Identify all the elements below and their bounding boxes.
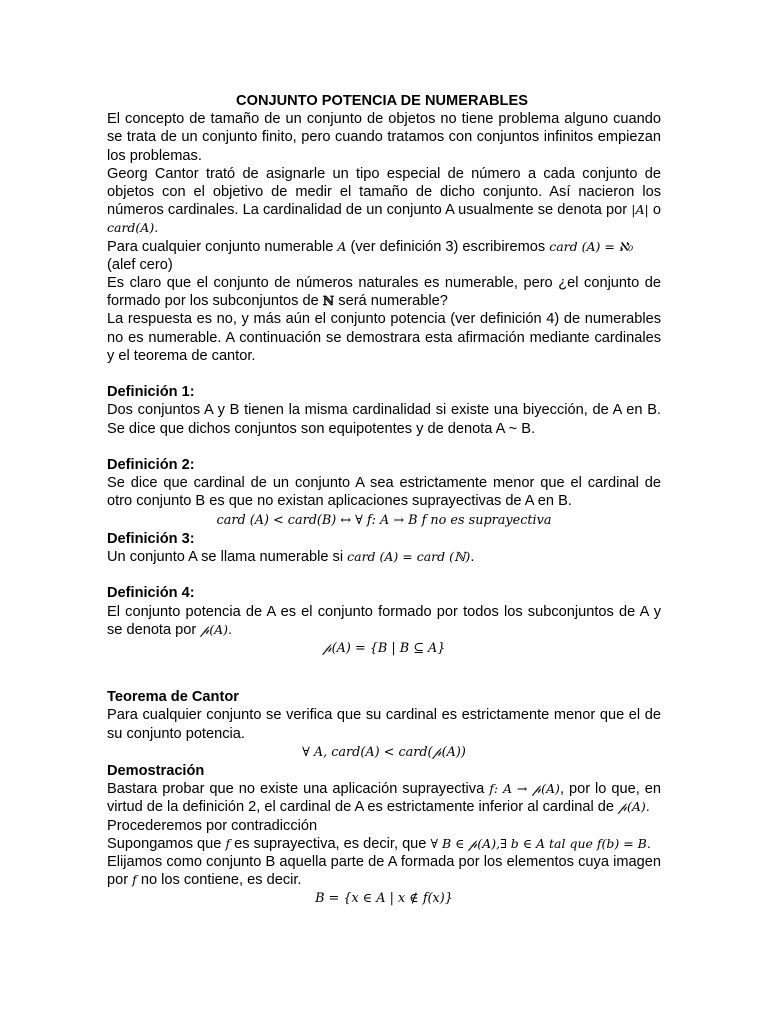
math-inline: |A| bbox=[631, 202, 649, 218]
proof-text: Bastara probar que no existe una aplicación suprayectiva bbox=[107, 781, 490, 798]
math-inline: f bbox=[132, 872, 137, 888]
definition-2-text: Se dice que cardinal de un conjunto A sea estrictamente menor que el cardinal de otro conjunto B es que no existan aplicaciones suprayectivas de A en B. bbox=[107, 475, 661, 510]
math-display: card (A) < card(B) ↔ ∀ f: A → B f no es suprayectiva bbox=[216, 512, 552, 528]
definition-1-text: Dos conjuntos A y B tienen la misma cardinalidad si existe una biyección, de A en B. Se dice que dichos conjuntos son equipotentes y de denota A ~ B. bbox=[107, 402, 661, 437]
proof-formula bbox=[107, 889, 661, 908]
definition-4-formula bbox=[107, 639, 661, 658]
definition-1-heading: Definición 1: bbox=[107, 384, 195, 401]
definition-3-heading: Definición 3: bbox=[107, 530, 195, 547]
intro-paragraph-3 bbox=[107, 238, 661, 256]
math-inline: 𝓅(A). bbox=[618, 799, 650, 815]
math-inline: ℕ bbox=[322, 293, 335, 309]
intro-text: (ver definición 3) escribiremos bbox=[346, 238, 550, 255]
math-inline: card (A) = ℵ₀ bbox=[549, 238, 634, 254]
proof-text: no los contiene, es decir. bbox=[136, 872, 302, 889]
theorem-heading: Teorema de Cantor bbox=[107, 689, 239, 706]
intro-paragraph-2 bbox=[107, 165, 661, 238]
theorem-text: Para cualquier conjunto se verifica que su cardinal es estrictamente menor que el de su conjunto potencia. bbox=[107, 707, 661, 742]
proof-paragraph-2: Procederemos por contradicción bbox=[107, 817, 318, 834]
proof-text: Elijamos como conjunto B aquella parte de A formada por los elementos cuya imagen por bbox=[107, 854, 661, 889]
intro-text: Georg Cantor trató de asignarle un tipo especial de número a cada conjunto de objetos con el objetivo de medir el tamaño de dicho conjunto. Así nacieron los números cardinales. La cardinalidad de un conjunto A usualmente se denota por bbox=[107, 165, 661, 219]
intro-paragraph-3b: (alef cero) bbox=[107, 256, 173, 273]
proof-paragraph-1 bbox=[107, 780, 661, 816]
definition-4-heading: Definición 4: bbox=[107, 585, 195, 602]
math-display: ∀ A, card(A) < card(𝓅(A)) bbox=[302, 744, 466, 760]
definition-text: El conjunto potencia de A es el conjunto formado por todos los subconjuntos de A y se denota por bbox=[107, 603, 661, 638]
intro-text: o bbox=[648, 202, 662, 219]
intro-text: será numerable? bbox=[334, 293, 448, 310]
math-inline: f bbox=[225, 835, 231, 851]
intro-paragraph-4 bbox=[107, 274, 661, 310]
theorem-formula bbox=[107, 743, 661, 762]
proof-paragraph-3 bbox=[107, 835, 661, 853]
proof-paragraph-4 bbox=[107, 853, 661, 889]
definition-text: Un conjunto A se llama numerable si bbox=[107, 549, 348, 566]
definition-2-formula bbox=[107, 511, 661, 530]
proof-text: Supongamos que bbox=[107, 835, 226, 852]
proof-text: , por lo que, en virtud de la definición 2, el cardinal de A es estrictamente inferior al cardinal de bbox=[107, 781, 661, 816]
math-inline: card(A). bbox=[107, 220, 159, 236]
math-inline: A bbox=[337, 238, 347, 254]
math-inline: ∀ B ∈ 𝓅(A),∃ b ∈ A tal que f(b) = B. bbox=[430, 835, 651, 851]
document-body bbox=[107, 92, 661, 909]
definition-3-text bbox=[107, 548, 661, 566]
intro-text: Es claro que el conjunto de números naturales es numerable, pero ¿el conjunto de formado por los subconjuntos de bbox=[107, 275, 661, 310]
definition-2-heading: Definición 2: bbox=[107, 457, 195, 474]
intro-paragraph-5: La respuesta es no, y más aún el conjunto potencia (ver definición 4) de numerables no es numerable. A continuación se demostrara esta afirmación mediante cardinales y el teorema de cantor. bbox=[107, 311, 661, 364]
intro-paragraph-1: El concepto de tamaño de un conjunto de objetos no tiene problema alguno cuando se trata de un conjunto finito, pero cuando tratamos con conjuntos infinitos empiezan los problemas. bbox=[107, 111, 661, 164]
intro-text: Para cualquier conjunto numerable bbox=[107, 238, 338, 255]
proof-text: es suprayectiva, es decir, que bbox=[230, 835, 431, 852]
proof-heading: Demostración bbox=[107, 763, 205, 780]
definition-4-text bbox=[107, 603, 661, 639]
math-display: 𝓅(A) = {B | B ⊆ A} bbox=[322, 641, 446, 657]
definition-text: . bbox=[470, 549, 475, 566]
math-inline: f: A → 𝓅(A) bbox=[489, 781, 560, 797]
math-inline: 𝓅(A). bbox=[200, 621, 232, 637]
math-display: B = {x ∈ A | x ∉ f(x)} bbox=[315, 891, 453, 907]
document-title: CONJUNTO POTENCIA DE NUMERABLES bbox=[236, 93, 528, 109]
math-inline: card (A) = card (ℕ) bbox=[347, 549, 471, 565]
